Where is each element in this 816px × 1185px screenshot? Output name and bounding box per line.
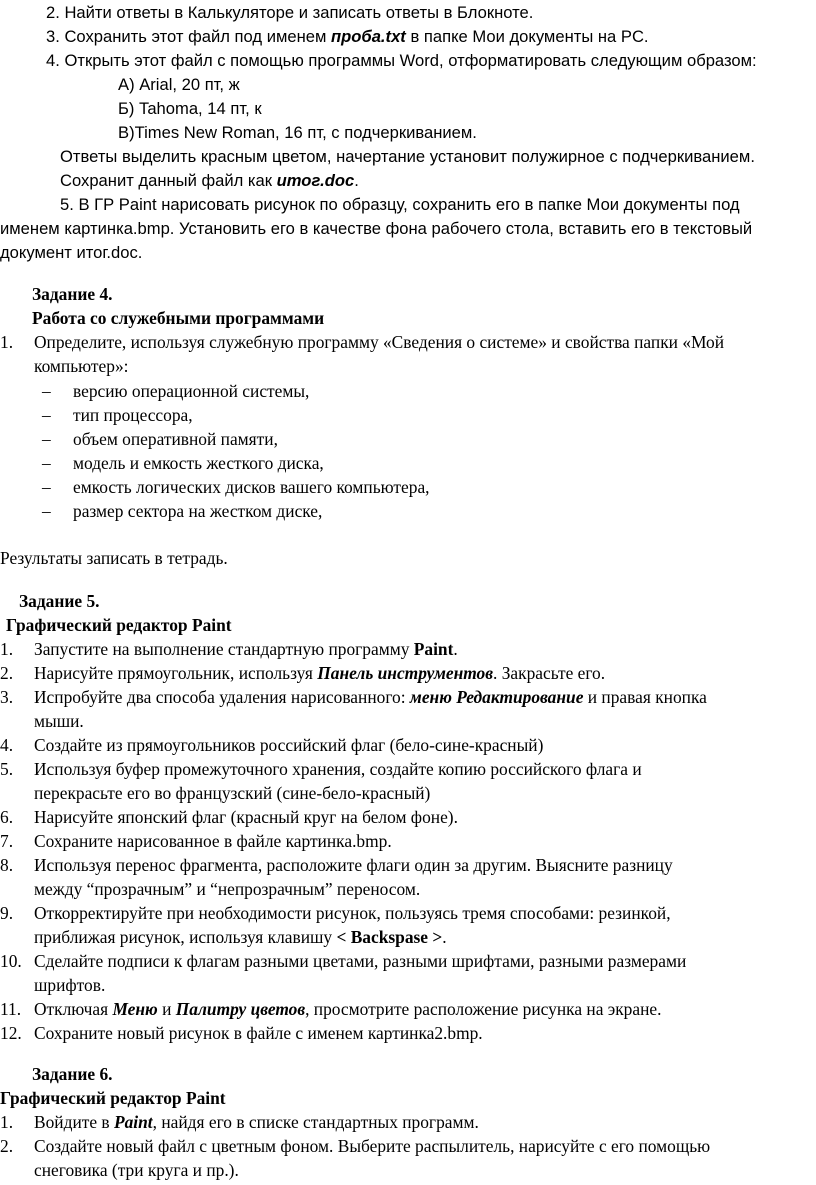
list-item: версию операционной системы,: [73, 381, 310, 401]
task5-item7: Сохраните нарисованное в файле картинка.bmp.: [34, 831, 392, 851]
text: Paint: [113, 1112, 153, 1132]
text: 3. Сохранить этот файл под именем: [46, 27, 332, 46]
text: .: [442, 927, 447, 947]
item-number: 3.: [0, 687, 14, 707]
text: Сохранит данный файл как: [60, 171, 277, 190]
item-number: 1.: [0, 639, 14, 659]
text: в папке Мои документы на PC.: [405, 27, 649, 46]
text: .: [453, 639, 458, 659]
task5-item8: Используя перенос фрагмента, расположите флаги один за другим. Выясните разницу: [34, 855, 673, 875]
text: Б) Tahoma, 14 пт, к: [118, 99, 262, 118]
text: 2. Найти ответы в Калькуляторе и записать ответы в Блокноте.: [46, 3, 534, 22]
text-line: [0, 218, 752, 240]
task5-item10: Сделайте подписи к флагам разными цветами, разными шрифтами, разными размерами: [34, 951, 687, 971]
item-number: 2.: [0, 663, 14, 683]
list-item: размер сектора на жестком диске,: [73, 501, 323, 521]
task5-item12: Сохраните новый рисунок в файле с именем картинка2.bmp.: [34, 1023, 483, 1043]
text: , просмотрите расположение рисунка на экране.: [305, 999, 662, 1019]
dash-marker: –: [42, 501, 51, 521]
task4-result: Результаты записать в тетрадь.: [0, 548, 228, 568]
item-number: 1.: [0, 332, 14, 352]
item-number: 12.: [0, 1023, 22, 1043]
text: Панель инструментов: [317, 663, 493, 683]
text: приближая рисунок, используя клавишу: [34, 927, 337, 947]
task5-item3: [34, 686, 707, 708]
item-number: 7.: [0, 831, 14, 851]
task4-title: Задание 4.: [32, 284, 113, 304]
text: Отключая: [34, 999, 113, 1019]
text-line: [46, 50, 757, 72]
text: < Backspase >: [336, 927, 443, 947]
task6-title: Задание 6.: [32, 1064, 113, 1084]
item-number: 5.: [0, 759, 14, 779]
text: Paint: [413, 639, 454, 659]
text: 5. В ГР Paint нарисовать рисунок по образцу, сохранить его в папке Мои документы под: [60, 195, 740, 214]
task5-item10-line2: шрифтов.: [34, 975, 106, 995]
text: 4. Открыть этот файл с помощью программы Word, отформатировать следующим образом:: [46, 51, 757, 70]
task5-item11: [34, 998, 661, 1020]
item-number: 10.: [0, 951, 22, 971]
text: документ итог.doc.: [0, 243, 143, 262]
text: Запустите на выполнение стандартную программу: [34, 639, 414, 659]
task4-item1-line2: компьютер»:: [34, 356, 129, 376]
text-line: [60, 170, 359, 192]
text: Испробуйте два способа удаления нарисованного:: [34, 687, 410, 707]
list-item: модель и емкость жесткого диска,: [73, 453, 324, 473]
task4-subtitle: Работа со служебными программами: [32, 308, 325, 328]
dash-marker: –: [42, 429, 51, 449]
text: .: [354, 171, 359, 190]
filename: проба.txt: [331, 27, 406, 46]
item-number: 1.: [0, 1112, 14, 1132]
dash-marker: –: [42, 405, 51, 425]
task5-item9-line2: [34, 926, 447, 948]
format-option-c: [118, 122, 477, 144]
text: и: [157, 999, 176, 1019]
item-number: 6.: [0, 807, 14, 827]
task6-item1: [34, 1111, 479, 1133]
text-line: [0, 242, 142, 264]
dash-marker: –: [42, 381, 51, 401]
task4-item1-line1: Определите, используя служебную программу «Сведения о системе» и свойства папки «Мой: [34, 332, 725, 352]
text-line: [46, 2, 533, 24]
task5-item3-line2: мыши.: [34, 711, 84, 731]
dash-marker: –: [42, 477, 51, 497]
task6-item2-line2: снеговика (три круга и пр.).: [34, 1160, 239, 1180]
item-number: 2.: [0, 1136, 14, 1156]
text: А) Arial, 20 пт, ж: [118, 75, 240, 94]
task5-item8-line2: между “прозрачным” и “непрозрачным” переносом.: [34, 879, 421, 899]
text-line: [60, 146, 755, 168]
task5-item9: Откорректируйте при необходимости рисунок, пользуясь тремя способами: резинкой,: [34, 903, 671, 923]
task5-item2: [34, 662, 605, 684]
text: Палитру цветов: [175, 999, 306, 1019]
text: меню Редактирование: [409, 687, 584, 707]
task5-item1: [34, 638, 458, 660]
task6-item2: Создайте новый файл с цветным фоном. Выберите распылитель, нарисуйте с его помощью: [34, 1136, 711, 1156]
item-number: 11.: [0, 999, 22, 1019]
text: именем картинка.bmp. Установить его в качестве фона рабочего стола, вставить его в текстовый: [0, 219, 753, 238]
text: . Закрасьте его.: [493, 663, 606, 683]
list-item: объем оперативной памяти,: [73, 429, 278, 449]
list-item: тип процессора,: [73, 405, 193, 425]
task5-item6: Нарисуйте японский флаг (красный круг на белом фоне).: [34, 807, 458, 827]
task5-item5-line2: перекрасьте его во французский (сине-бело-красный): [34, 783, 431, 803]
task6-subtitle: Графический редактор Paint: [0, 1088, 226, 1108]
task5-subtitle: Графический редактор Paint: [6, 615, 232, 635]
text: В)Times New Roman, 16 пт, с подчеркиванием.: [118, 123, 477, 142]
text: Ответы выделить красным цветом, начертание установит полужирное с подчеркиванием.: [60, 147, 755, 166]
item-number: 9.: [0, 903, 14, 923]
text: Нарисуйте прямоугольник, используя: [34, 663, 318, 683]
item-number: 4.: [0, 735, 14, 755]
text: и правая кнопка: [583, 687, 707, 707]
text: Войдите в: [34, 1112, 114, 1132]
task5-title: Задание 5.: [19, 591, 100, 611]
text: , найдя его в списке стандартных программ.: [152, 1112, 479, 1132]
text: Меню: [112, 999, 158, 1019]
task5-item4: Создайте из прямоугольников российский флаг (бело-сине-красный): [34, 735, 544, 755]
item-number: 8.: [0, 855, 14, 875]
list-item: емкость логических дисков вашего компьютера,: [73, 477, 430, 497]
task5-item5: Используя буфер промежуточного хранения, создайте копию российского флага и: [34, 759, 642, 779]
format-option-b: [118, 98, 262, 120]
filename: итог.doc: [276, 171, 355, 190]
dash-marker: –: [42, 453, 51, 473]
format-option-a: [118, 74, 240, 96]
text-line: [46, 26, 649, 48]
text-line: [60, 194, 740, 216]
